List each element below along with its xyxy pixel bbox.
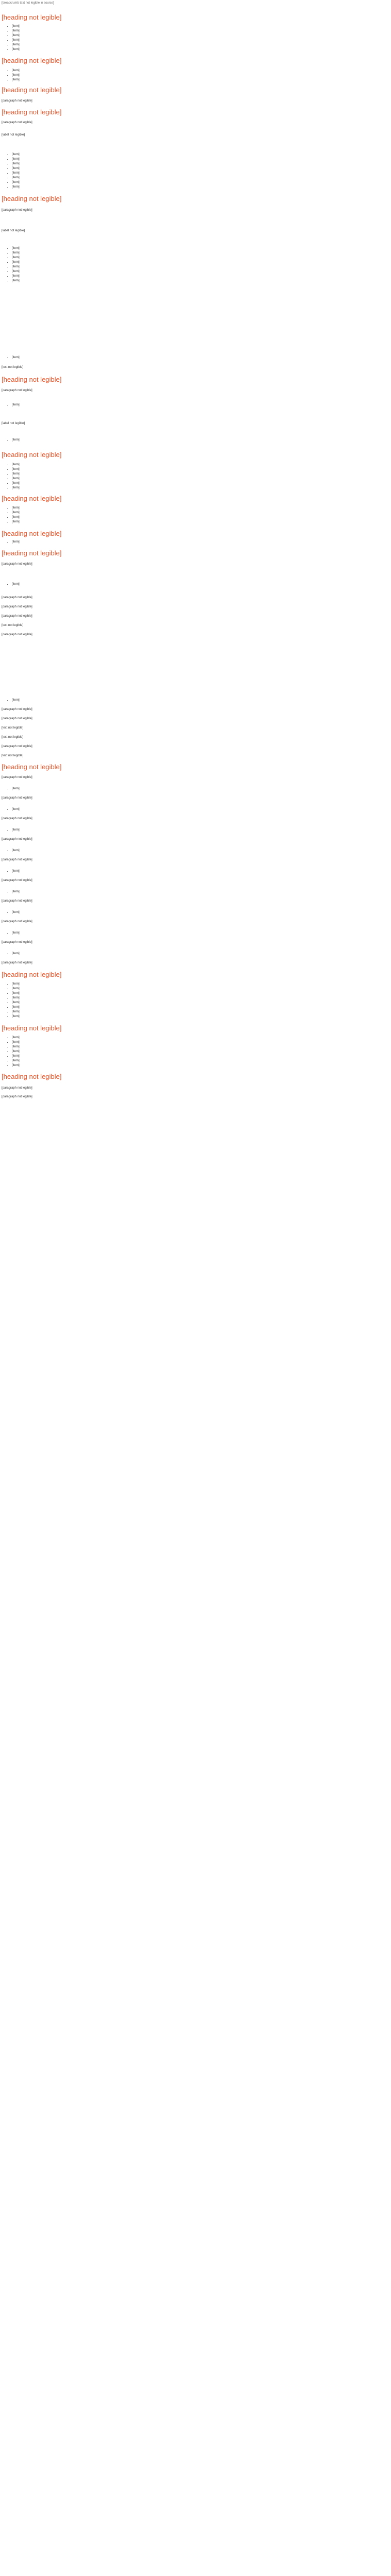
paragraph: [paragraph not legible] (2, 633, 32, 636)
list-item: • [item] (12, 256, 389, 260)
paragraph: [paragraph not legible] (2, 99, 32, 103)
paragraph: [paragraph not legible] (2, 745, 32, 748)
paragraph: [text not legible] (2, 624, 24, 627)
list-item: • [item] (12, 486, 389, 490)
list (2, 698, 389, 703)
section-resume (2, 57, 389, 82)
list (2, 1036, 389, 1068)
info-item (2, 869, 389, 883)
list (2, 438, 389, 443)
list-item: • [item] (12, 73, 389, 78)
list-item: • [item] (12, 24, 389, 29)
list-item: • [item] (12, 403, 389, 408)
document-page (0, 1, 391, 1099)
info-item (2, 807, 389, 821)
section-heading: [heading not legible] (2, 86, 62, 94)
list-item: • [item] (12, 996, 389, 1001)
list (2, 69, 389, 82)
section-heading: [heading not legible] (2, 549, 62, 557)
list-item: • [item] (12, 931, 389, 936)
list (2, 787, 389, 791)
section-heading: [heading not legible] (2, 971, 62, 978)
list (2, 582, 389, 587)
list-item: • [item] (12, 47, 389, 52)
section-prix-ne-comprend-pas (2, 1024, 389, 1068)
paragraph: [paragraph not legible] (2, 838, 32, 841)
paragraph: [paragraph not legible] (2, 1087, 32, 1090)
list-item: • [item] (12, 869, 389, 874)
list-item: • [item] (12, 43, 389, 47)
list (2, 910, 389, 915)
section-heading: [heading not legible] (2, 495, 62, 502)
list-item: • [item] (12, 698, 389, 703)
list-item: • [item] (12, 1036, 389, 1040)
section-heading: [heading not legible] (2, 451, 62, 459)
list-item: • [item] (12, 279, 389, 283)
list-item: • [item] (12, 1045, 389, 1049)
list-item: • [item] (12, 991, 389, 996)
section-heading: [heading not legible] (2, 57, 62, 64)
list-item: • [item] (12, 828, 389, 833)
paragraph: [paragraph not legible] (2, 961, 32, 964)
section-presentation (2, 86, 389, 104)
list (2, 152, 389, 190)
paragraph: [paragraph not legible] (2, 941, 32, 944)
paragraph: [paragraph not legible] (2, 796, 32, 800)
list-item: • [item] (12, 29, 389, 33)
section-disposition (2, 495, 389, 524)
list-item: • [item] (12, 1010, 389, 1014)
list-item: • [item] (12, 180, 389, 185)
list-item: • [item] (12, 1063, 389, 1068)
list (2, 540, 389, 545)
list-item: • [item] (12, 176, 389, 180)
list-item: • [item] (12, 265, 389, 269)
list-item: • [item] (12, 511, 389, 515)
section-a-propos (2, 763, 389, 965)
section-sports (2, 451, 389, 490)
paragraph: [text not legible] (2, 726, 24, 730)
info-item (2, 849, 389, 862)
list-item: • [item] (12, 520, 389, 524)
section-heading: [heading not legible] (2, 13, 62, 21)
list (2, 807, 389, 812)
section-heading: [heading not legible] (2, 530, 62, 537)
list (2, 355, 389, 360)
list-item: • [item] (12, 246, 389, 251)
list-item: • [item] (12, 185, 389, 190)
list-item: • [item] (12, 1049, 389, 1054)
list-item: • [item] (12, 260, 389, 265)
list (2, 982, 389, 1019)
info-item (2, 787, 389, 801)
list-item: • [item] (12, 515, 389, 520)
section-situation (2, 108, 389, 190)
list-item: • [item] (12, 540, 389, 545)
section-formalites-portugal (2, 1073, 389, 1099)
paragraph: [paragraph not legible] (2, 563, 32, 566)
list-item: • [item] (12, 481, 389, 486)
section-formalites (2, 549, 389, 758)
paragraph: [paragraph not legible] (2, 708, 32, 711)
paragraph: [paragraph not legible] (2, 776, 32, 779)
paragraph: [paragraph not legible] (2, 1095, 32, 1098)
paragraph: [paragraph not legible] (2, 717, 32, 720)
list-item: • [item] (12, 463, 389, 467)
list-item: • [item] (12, 152, 389, 157)
list (2, 506, 389, 524)
list-item: • [item] (12, 1001, 389, 1005)
paragraph: [paragraph not legible] (2, 858, 32, 861)
list-item: • [item] (12, 251, 389, 256)
list-item: • [item] (12, 987, 389, 991)
list-item: • [item] (12, 910, 389, 915)
info-item (2, 890, 389, 904)
list-item: • [item] (12, 162, 389, 166)
list (2, 931, 389, 936)
sub-label: [label not legible] (2, 229, 25, 232)
list-item: • [item] (12, 78, 389, 82)
list-item: • [item] (12, 157, 389, 162)
sub-label: [label not legible] (2, 133, 25, 137)
list-item: • [item] (12, 274, 389, 279)
list-item: • [item] (12, 38, 389, 43)
section-heading: [heading not legible] (2, 1024, 62, 1032)
list-item: • [item] (12, 472, 389, 477)
list (2, 246, 389, 283)
list (2, 463, 389, 490)
paragraph: [paragraph not legible] (2, 389, 32, 392)
list (2, 869, 389, 874)
list-item: • [item] (12, 33, 389, 38)
section-heading: [heading not legible] (2, 763, 62, 771)
sub-label: [label not legible] (2, 422, 25, 425)
list-item: • [item] (12, 1059, 389, 1063)
section-hebergement (2, 195, 389, 370)
list-item: • [item] (12, 952, 389, 956)
list-item: • [item] (12, 438, 389, 443)
list (2, 828, 389, 833)
paragraph: [paragraph not legible] (2, 605, 32, 608)
list-item: • [item] (12, 506, 389, 511)
section-prix-comprend (2, 971, 389, 1019)
list-item: • [item] (12, 849, 389, 853)
section-services (2, 13, 389, 52)
section-heading: [heading not legible] (2, 108, 62, 116)
section-heading: [heading not legible] (2, 1073, 62, 1080)
list-item: • [item] (12, 582, 389, 587)
paragraph: [text not legible] (2, 754, 24, 757)
list-item: • [item] (12, 69, 389, 73)
list-item: • [item] (12, 467, 389, 472)
list (2, 952, 389, 956)
paragraph: [paragraph not legible] (2, 920, 32, 923)
section-informations (2, 530, 389, 545)
info-item (2, 952, 389, 965)
info-item (2, 910, 389, 924)
paragraph: [text not legible] (2, 366, 24, 369)
list-item: • [item] (12, 1054, 389, 1059)
list-item: • [item] (12, 166, 389, 171)
list (2, 24, 389, 52)
list-item: • [item] (12, 1005, 389, 1010)
section-heading: [heading not legible] (2, 376, 62, 383)
list-item: • [item] (12, 1014, 389, 1019)
list-item: • [item] (12, 171, 389, 176)
list (2, 849, 389, 853)
info-item (2, 931, 389, 945)
list-item: • [item] (12, 355, 389, 360)
list-item: • [item] (12, 1040, 389, 1045)
breadcrumb: [breadcrumb text not legible in source] (2, 2, 54, 5)
list (2, 403, 389, 408)
paragraph: [paragraph not legible] (2, 817, 32, 820)
list-item: • [item] (12, 982, 389, 987)
paragraph: [paragraph not legible] (2, 121, 32, 124)
paragraph: [text not legible] (2, 736, 24, 739)
paragraph: [paragraph not legible] (2, 209, 32, 212)
section-restaurants (2, 376, 389, 443)
list-item: • [item] (12, 787, 389, 791)
list-item: • [item] (12, 269, 389, 274)
list-item: • [item] (12, 477, 389, 481)
list-item: • [item] (12, 890, 389, 894)
info-item (2, 828, 389, 842)
list (2, 890, 389, 894)
paragraph: [paragraph not legible] (2, 615, 32, 618)
section-heading: [heading not legible] (2, 195, 62, 202)
paragraph: [paragraph not legible] (2, 879, 32, 882)
paragraph: [paragraph not legible] (2, 900, 32, 903)
paragraph: [paragraph not legible] (2, 596, 32, 599)
list-item: • [item] (12, 807, 389, 812)
